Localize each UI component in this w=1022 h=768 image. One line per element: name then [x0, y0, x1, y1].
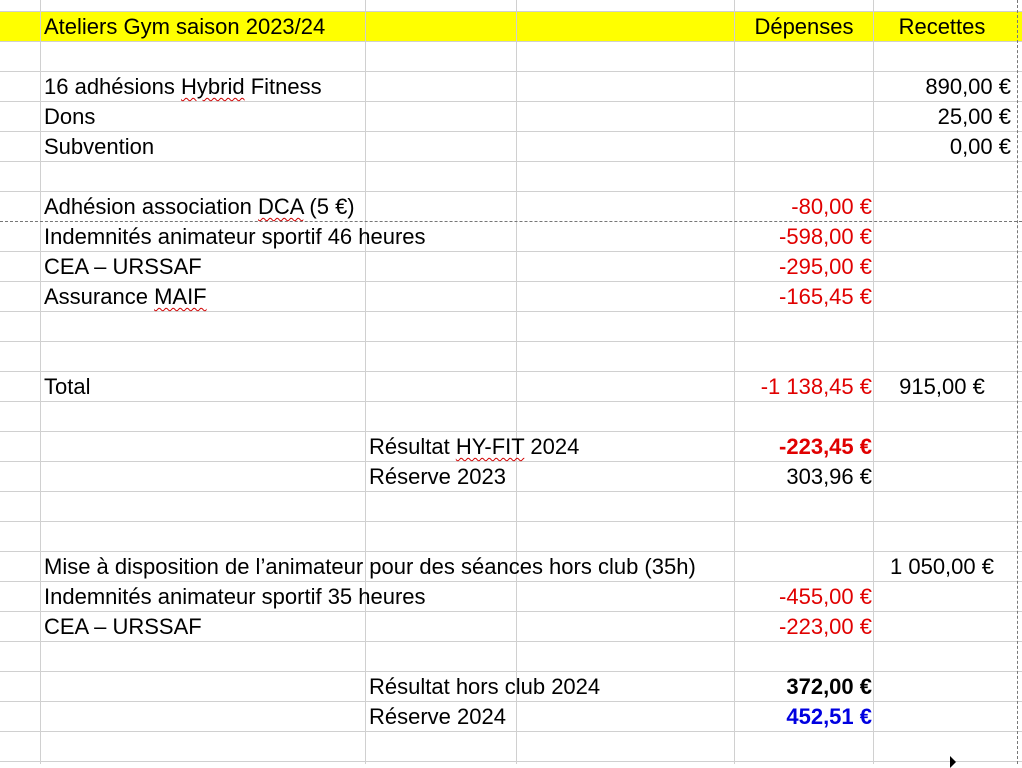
reserve-row	[0, 702, 1022, 732]
table-row	[0, 72, 1022, 102]
depense-cell[interactable]: -295,00 €	[779, 254, 872, 279]
recette-cell[interactable]: 0,00 €	[949, 134, 1011, 159]
table-row	[0, 282, 1022, 312]
depenses-header-cell[interactable]: Dépenses	[754, 14, 854, 39]
depense-cell[interactable]: -80,00 €	[791, 194, 872, 219]
recette-cell[interactable]: 25,00 €	[937, 104, 1011, 129]
table-row	[0, 102, 1022, 132]
table-row	[0, 252, 1022, 282]
result-row	[0, 672, 1022, 702]
recette-cell[interactable]: 890,00 €	[925, 74, 1011, 99]
table-row	[0, 222, 1022, 252]
total-recette-cell[interactable]: 915,00 €	[899, 374, 985, 399]
label-cell[interactable]: Dons	[44, 104, 96, 129]
table-row	[0, 132, 1022, 162]
depense-cell[interactable]: -455,00 €	[779, 584, 872, 609]
result-label-cell[interactable]	[369, 432, 579, 462]
reserve-label-cell[interactable]: Réserve 2024	[369, 704, 506, 729]
mouse-pointer-icon	[950, 756, 956, 768]
label-cell[interactable]	[44, 72, 322, 102]
label-text: Adhésion association	[44, 194, 259, 219]
label-text: Résultat	[369, 434, 456, 459]
reserve-label-cell[interactable]: Réserve 2023	[369, 464, 506, 489]
reserve-value-cell[interactable]: 452,51 €	[786, 704, 872, 729]
spellcheck-word: Hybrid	[181, 74, 245, 99]
label-text: Fitness	[244, 74, 322, 99]
label-text: Assurance	[44, 284, 155, 309]
spellcheck-word: DCA	[258, 194, 304, 219]
result-value-cell[interactable]: -223,45 €	[779, 434, 872, 459]
label-cell[interactable]: CEA – URSSAF	[44, 614, 202, 639]
result-label-cell[interactable]: Résultat hors club 2024	[369, 674, 601, 699]
label-cell[interactable]	[44, 282, 207, 312]
label-cell[interactable]: Subvention	[44, 134, 155, 159]
sheet-title-cell[interactable]: Ateliers Gym saison 2023/24	[44, 14, 326, 39]
result-row	[0, 432, 1022, 462]
recette-cell[interactable]: 1 050,00 €	[890, 554, 994, 579]
table-row	[0, 612, 1022, 642]
label-cell[interactable]: Indemnités animateur sportif 35 heures	[44, 584, 426, 609]
depense-cell[interactable]: -223,00 €	[779, 614, 872, 639]
total-depense-cell[interactable]: -1 138,45 €	[760, 374, 872, 399]
label-cell[interactable]: Mise à disposition de l’animateur pour des séances hors club (35h)	[44, 554, 696, 579]
table-row	[0, 192, 1022, 222]
label-cell[interactable]	[44, 192, 355, 222]
spellcheck-word: HY-FIT	[455, 434, 525, 459]
total-row	[0, 372, 1022, 402]
spellcheck-word: MAIF	[154, 284, 207, 309]
label-text: (5 €)	[303, 194, 355, 219]
result-value-cell[interactable]: 372,00 €	[786, 674, 872, 699]
row-divider	[0, 521, 1022, 522]
label-text: 2024	[524, 434, 580, 459]
table-row	[0, 582, 1022, 612]
depense-cell[interactable]: -598,00 €	[779, 224, 872, 249]
row-divider	[0, 341, 1022, 342]
label-cell[interactable]: CEA – URSSAF	[44, 254, 202, 279]
recettes-header-cell[interactable]: Recettes	[898, 14, 986, 39]
table-row	[0, 552, 1022, 582]
label-cell[interactable]: Indemnités animateur sportif 46 heures	[44, 224, 426, 249]
reserve-value-cell[interactable]: 303,96 €	[786, 464, 872, 489]
depense-cell[interactable]: -165,45 €	[779, 284, 872, 309]
total-label-cell[interactable]: Total	[44, 374, 91, 399]
header-row	[0, 12, 1022, 42]
row-divider	[0, 761, 1022, 762]
reserve-row	[0, 462, 1022, 492]
label-text: 16 adhésions	[44, 74, 181, 99]
